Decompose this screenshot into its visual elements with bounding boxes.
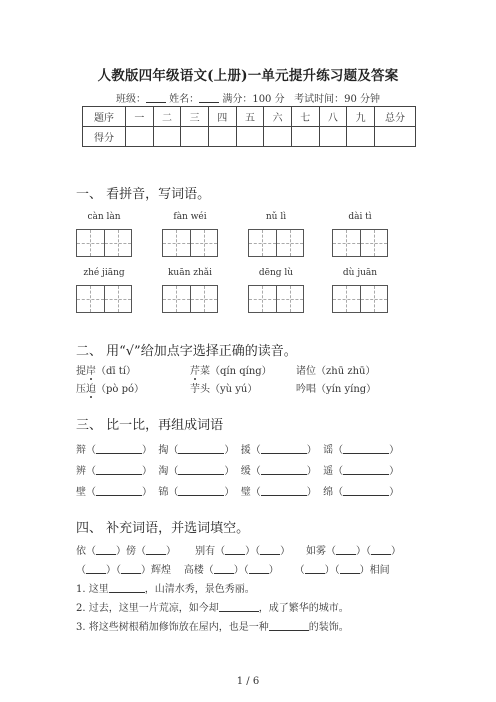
char: 遥 bbox=[323, 466, 334, 477]
text: ，成了繁华的城市。 bbox=[258, 603, 349, 614]
char: 锦 bbox=[158, 487, 169, 498]
pronunciation-item[interactable] bbox=[296, 380, 376, 395]
text: ） bbox=[280, 546, 291, 557]
score-cell[interactable] bbox=[181, 127, 209, 147]
char: 绵 bbox=[323, 487, 334, 498]
answer-blank[interactable] bbox=[96, 443, 142, 454]
score-cell[interactable] bbox=[153, 127, 181, 147]
paren: （ bbox=[333, 487, 344, 498]
exam-time: 考试时间：90 分钟 bbox=[294, 94, 381, 105]
score-cell[interactable] bbox=[264, 127, 292, 147]
score-header-cell: 二 bbox=[153, 107, 181, 127]
text: ） bbox=[390, 546, 401, 557]
pinyin: fàn wéi bbox=[173, 212, 207, 222]
score-cell[interactable] bbox=[347, 127, 375, 147]
text: 1. 这里 bbox=[76, 584, 109, 595]
paren: ） bbox=[224, 445, 235, 456]
score-cell[interactable] bbox=[375, 127, 416, 147]
answer-blank[interactable] bbox=[96, 464, 142, 475]
text: ） bbox=[166, 546, 176, 557]
item-pre: 吟唱（yín yíng） bbox=[296, 384, 377, 395]
answer-blank[interactable] bbox=[178, 443, 224, 454]
answer-blank[interactable] bbox=[343, 464, 389, 475]
name-blank[interactable] bbox=[199, 92, 219, 103]
score-header-cell: 总分 bbox=[375, 107, 416, 127]
paren: （ bbox=[168, 466, 179, 477]
score-header-cell: 八 bbox=[319, 107, 347, 127]
pronunciation-item[interactable] bbox=[76, 362, 136, 377]
text: 高楼（ bbox=[183, 565, 214, 576]
text: ）（ bbox=[245, 546, 261, 557]
answer-blank[interactable] bbox=[109, 582, 145, 593]
paren: （ bbox=[168, 487, 179, 498]
writing-grid[interactable] bbox=[248, 285, 304, 313]
score-cell[interactable] bbox=[291, 127, 319, 147]
dotted-char: 芹 bbox=[190, 362, 200, 377]
score-header-cell: 六 bbox=[264, 107, 292, 127]
page-number: 1 / 6 bbox=[236, 676, 260, 687]
paren: （ bbox=[250, 445, 261, 456]
section-2-title: 二、 用“√”给加点字选择正确的读音。 bbox=[76, 344, 297, 359]
paren: ） bbox=[306, 466, 317, 477]
answer-blank[interactable] bbox=[343, 443, 389, 454]
text: ，山清水秀，景色秀丽。 bbox=[144, 584, 255, 595]
class-label: 班级： bbox=[115, 94, 146, 105]
student-info bbox=[0, 90, 496, 105]
char: 掏 bbox=[158, 445, 169, 456]
char: 壁 bbox=[76, 487, 86, 498]
pinyin: zhé jiāng bbox=[83, 268, 125, 278]
answer-blank[interactable] bbox=[340, 563, 360, 574]
score-header-cell: 五 bbox=[236, 107, 264, 127]
pronunciation-item[interactable] bbox=[190, 362, 272, 377]
dotted-char: 迫 bbox=[86, 380, 96, 395]
score-header-cell: 四 bbox=[208, 107, 236, 127]
answer-blank[interactable] bbox=[96, 544, 116, 555]
answer-blank[interactable] bbox=[261, 464, 307, 475]
score-header-cell: 一 bbox=[126, 107, 154, 127]
answer-blank[interactable] bbox=[86, 563, 106, 574]
fill-line bbox=[76, 542, 401, 557]
page-title: 人教版四年级语文(上册)一单元提升练习题及答案 bbox=[97, 68, 399, 84]
paren: ） bbox=[142, 487, 152, 498]
char: 缓 bbox=[240, 466, 251, 477]
answer-blank[interactable] bbox=[214, 563, 234, 574]
word-row bbox=[76, 483, 399, 498]
paren: （ bbox=[333, 466, 344, 477]
answer-blank[interactable] bbox=[260, 544, 280, 555]
text: 2. 过去，这里一片荒凉，如今却 bbox=[76, 603, 219, 614]
paren: （ bbox=[86, 445, 96, 456]
section-4-title: 四、 补充词语，并选词填空。 bbox=[76, 521, 250, 536]
question-2 bbox=[76, 599, 349, 614]
score-cell[interactable] bbox=[126, 127, 154, 147]
text: ）辉煌 bbox=[141, 565, 171, 576]
paren: （ bbox=[86, 487, 96, 498]
pinyin: dēng lù bbox=[258, 268, 294, 278]
dotted-char: 岸 bbox=[86, 362, 96, 377]
answer-blank[interactable] bbox=[121, 563, 141, 574]
char: 辩 bbox=[76, 445, 86, 456]
item-post: （pò pó） bbox=[96, 384, 145, 395]
score-table bbox=[82, 106, 416, 147]
answer-blank[interactable] bbox=[219, 601, 259, 612]
fill-line bbox=[76, 561, 390, 576]
score-cell[interactable] bbox=[236, 127, 264, 147]
text: 别有（ bbox=[195, 546, 226, 557]
paren: ） bbox=[306, 487, 317, 498]
text: 依（ bbox=[76, 546, 96, 557]
section-1-title: 一、 看拼音，写词语。 bbox=[76, 187, 211, 202]
answer-blank[interactable] bbox=[305, 563, 325, 574]
text: （ bbox=[294, 565, 305, 576]
item-post: 菜（qín qíng） bbox=[200, 366, 272, 377]
score-cell[interactable] bbox=[208, 127, 236, 147]
char: 谣 bbox=[323, 445, 334, 456]
text: ） bbox=[268, 565, 279, 576]
writing-grid[interactable] bbox=[162, 285, 218, 313]
question-1 bbox=[76, 580, 255, 595]
pinyin: nǔ lì bbox=[265, 212, 287, 222]
text: ）傍（ bbox=[116, 546, 146, 557]
answer-blank[interactable] bbox=[96, 485, 142, 496]
writing-grid[interactable] bbox=[332, 229, 388, 257]
answer-blank[interactable] bbox=[146, 544, 166, 555]
paren: （ bbox=[168, 445, 179, 456]
answer-blank[interactable] bbox=[178, 485, 224, 496]
score-header-cell: 七 bbox=[291, 107, 319, 127]
paren: ） bbox=[306, 445, 317, 456]
pronunciation-item[interactable] bbox=[76, 380, 144, 395]
text: ）相间 bbox=[359, 565, 390, 576]
answer-blank[interactable] bbox=[178, 464, 224, 475]
word-row bbox=[76, 441, 399, 456]
char: 援 bbox=[240, 445, 251, 456]
paren: （ bbox=[333, 445, 344, 456]
pinyin: càn làn bbox=[87, 212, 121, 222]
text: ）（ bbox=[324, 565, 340, 576]
section-3-title: 三、 比一比，再组成词语 bbox=[76, 418, 224, 433]
name-label: 姓名： bbox=[169, 94, 200, 105]
writing-grid[interactable] bbox=[162, 229, 218, 257]
item-pre: 压 bbox=[76, 384, 86, 395]
answer-blank[interactable] bbox=[371, 544, 391, 555]
paren: ） bbox=[224, 466, 235, 477]
class-blank[interactable] bbox=[146, 92, 166, 103]
score-header-cell: 三 bbox=[181, 107, 209, 127]
paren: （ bbox=[86, 466, 96, 477]
item-post: （dī tí） bbox=[96, 366, 136, 377]
score-header-row bbox=[83, 107, 416, 127]
text: 如雾（ bbox=[305, 546, 336, 557]
answer-blank[interactable] bbox=[269, 620, 309, 631]
paren: ） bbox=[389, 445, 400, 456]
paren: （ bbox=[250, 487, 261, 498]
text: ）（ bbox=[233, 565, 249, 576]
pronunciation-item[interactable] bbox=[190, 380, 257, 395]
paren: ） bbox=[142, 466, 152, 477]
text: （ bbox=[76, 565, 86, 576]
item-pre: 诸位（zhū zhū） bbox=[296, 366, 376, 377]
paren: ） bbox=[389, 487, 400, 498]
answer-blank[interactable] bbox=[261, 443, 307, 454]
pinyin: dù juān bbox=[342, 268, 378, 278]
writing-grid[interactable] bbox=[248, 229, 304, 257]
text: 3. 将这些树根稍加修饰放在屋内，也是一种 bbox=[76, 622, 269, 633]
score-header-cell: 题序 bbox=[83, 107, 126, 127]
score-row-label: 得分 bbox=[83, 127, 126, 147]
score-row bbox=[83, 127, 416, 147]
pinyin: dài tì bbox=[348, 212, 372, 222]
text: ）（ bbox=[355, 546, 371, 557]
text: ）（ bbox=[106, 565, 121, 576]
pronunciation-item[interactable] bbox=[296, 362, 375, 377]
question-3 bbox=[76, 618, 349, 633]
char: 淘 bbox=[158, 466, 169, 477]
item-pre: 芋头（yù yú） bbox=[190, 384, 258, 395]
char: 璧 bbox=[240, 487, 251, 498]
item-pre: 提 bbox=[76, 366, 86, 377]
paren: ） bbox=[142, 445, 152, 456]
score-header-cell: 九 bbox=[347, 107, 375, 127]
answer-blank[interactable] bbox=[261, 485, 307, 496]
answer-blank[interactable] bbox=[225, 544, 245, 555]
full-score: 满分：100 分 bbox=[222, 94, 285, 105]
char: 辨 bbox=[76, 466, 86, 477]
text: 的装饰。 bbox=[308, 622, 349, 633]
paren: ） bbox=[224, 487, 235, 498]
word-row bbox=[76, 462, 399, 477]
answer-blank[interactable] bbox=[343, 485, 389, 496]
writing-grid[interactable] bbox=[76, 285, 132, 313]
paren: ） bbox=[389, 466, 400, 477]
paren: （ bbox=[250, 466, 261, 477]
pinyin: kuān zhǎi bbox=[167, 268, 213, 278]
answer-blank[interactable] bbox=[336, 544, 356, 555]
answer-blank[interactable] bbox=[249, 563, 269, 574]
writing-grid[interactable] bbox=[332, 285, 388, 313]
writing-grid[interactable] bbox=[76, 229, 132, 257]
score-cell[interactable] bbox=[319, 127, 347, 147]
